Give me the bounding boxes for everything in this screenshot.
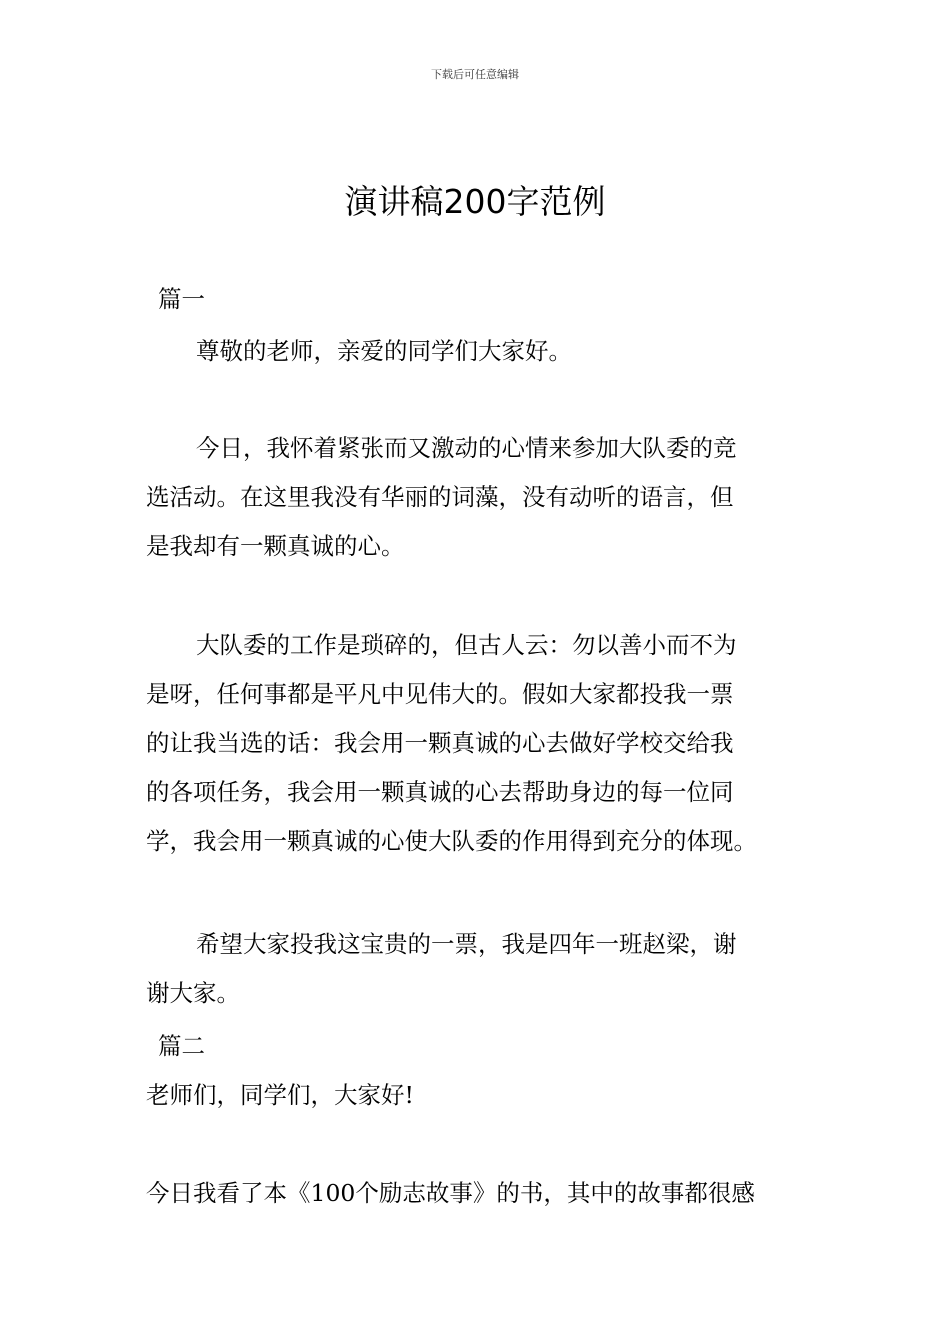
greeting-1	[146, 327, 808, 376]
text-line: 是呀，任何事都是平凡中见伟大的。假如大家都投我一票	[146, 680, 734, 708]
text-line: 是我却有一颗真诚的心。	[146, 532, 405, 560]
section-heading-2: 篇二	[158, 1032, 205, 1060]
text-line: 选活动。在这里我没有华丽的词藻，没有动听的语言，但	[146, 483, 734, 511]
text-line: 尊敬的老师，亲爱的同学们大家好。	[196, 337, 572, 365]
section-heading-1: 篇一	[158, 285, 205, 313]
greeting-2	[146, 1071, 808, 1120]
header-note: 下载后可任意编辑	[431, 68, 519, 81]
text-line: 今日我看了本《100个励志故事》的书，其中的故事都很感	[146, 1179, 755, 1207]
paragraph-4	[146, 1169, 808, 1218]
text-line: 的各项任务，我会用一颗真诚的心去帮助身边的每一位同	[146, 778, 734, 806]
text-line: 希望大家投我这宝贵的一票，我是四年一班赵梁，谢	[196, 930, 737, 958]
paragraph-3	[146, 920, 808, 1018]
paragraph-1	[146, 424, 808, 571]
text-line: 大队委的工作是琐碎的，但古人云：勿以善小而不为	[196, 631, 737, 659]
text-line: 谢大家。	[146, 979, 240, 1007]
text-line: 的让我当选的话：我会用一颗真诚的心去做好学校交给我	[146, 729, 734, 757]
text-line: 老师们，同学们，大家好!	[146, 1081, 414, 1109]
document-title: 演讲稿200字范例	[344, 182, 606, 221]
text-line: 今日，我怀着紧张而又激动的心情来参加大队委的竞	[196, 434, 737, 462]
paragraph-2	[146, 621, 808, 866]
text-line: 学，我会用一颗真诚的心使大队委的作用得到充分的体现。	[146, 827, 757, 855]
